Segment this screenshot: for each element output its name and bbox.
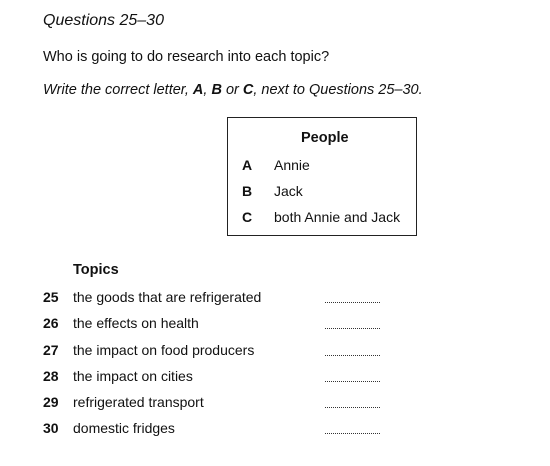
question-number: 29 [43, 394, 59, 410]
answer-blank[interactable] [325, 328, 380, 329]
option-letter: B [242, 183, 253, 199]
topic-text: the impact on cities [73, 368, 193, 384]
option-name: Annie [274, 157, 310, 173]
people-option-b [242, 183, 303, 199]
letter-b: B [211, 82, 222, 98]
instruction-suffix: , next to Questions 25–30. [253, 82, 423, 98]
question-number: 26 [43, 315, 59, 331]
instruction-prefix: Write the correct letter, [43, 82, 193, 98]
answer-blank[interactable] [325, 407, 380, 408]
topic-row-30 [43, 420, 383, 440]
instruction-sep-2: or [221, 82, 243, 98]
topic-row-29 [43, 394, 383, 414]
topic-text: refrigerated transport [73, 394, 204, 410]
people-option-c [242, 209, 400, 225]
letter-a: A [192, 82, 204, 98]
topic-row-26 [43, 315, 383, 335]
question-number: 28 [43, 368, 59, 384]
topic-row-27 [43, 342, 383, 362]
option-letter: A [242, 157, 253, 173]
instruction-line [43, 82, 423, 98]
people-title: People [301, 130, 349, 146]
topic-text: the impact on food producers [73, 342, 255, 358]
instruction-sep-1: , [203, 82, 212, 98]
section-heading: Questions 25–30 [43, 12, 164, 29]
letter-c: C [242, 82, 254, 98]
topic-text: the goods that are refrigerated [73, 289, 262, 305]
question-number: 25 [43, 289, 59, 305]
question-prompt: Who is going to do research into each topic? [43, 49, 330, 65]
topic-row-25 [43, 289, 383, 309]
option-name: Jack [274, 183, 303, 199]
option-letter: C [242, 209, 253, 225]
topic-text: domestic fridges [73, 420, 175, 436]
answer-blank[interactable] [325, 355, 380, 356]
option-name: both Annie and Jack [274, 209, 401, 225]
question-number: 27 [43, 342, 59, 358]
topics-title: Topics [73, 262, 119, 278]
people-option-a [242, 157, 310, 173]
answer-blank[interactable] [325, 302, 380, 303]
answer-blank[interactable] [325, 381, 380, 382]
people-box [227, 117, 417, 236]
topic-row-28 [43, 368, 383, 388]
question-number: 30 [43, 420, 59, 436]
answer-blank[interactable] [325, 433, 380, 434]
topic-text: the effects on health [73, 315, 199, 331]
